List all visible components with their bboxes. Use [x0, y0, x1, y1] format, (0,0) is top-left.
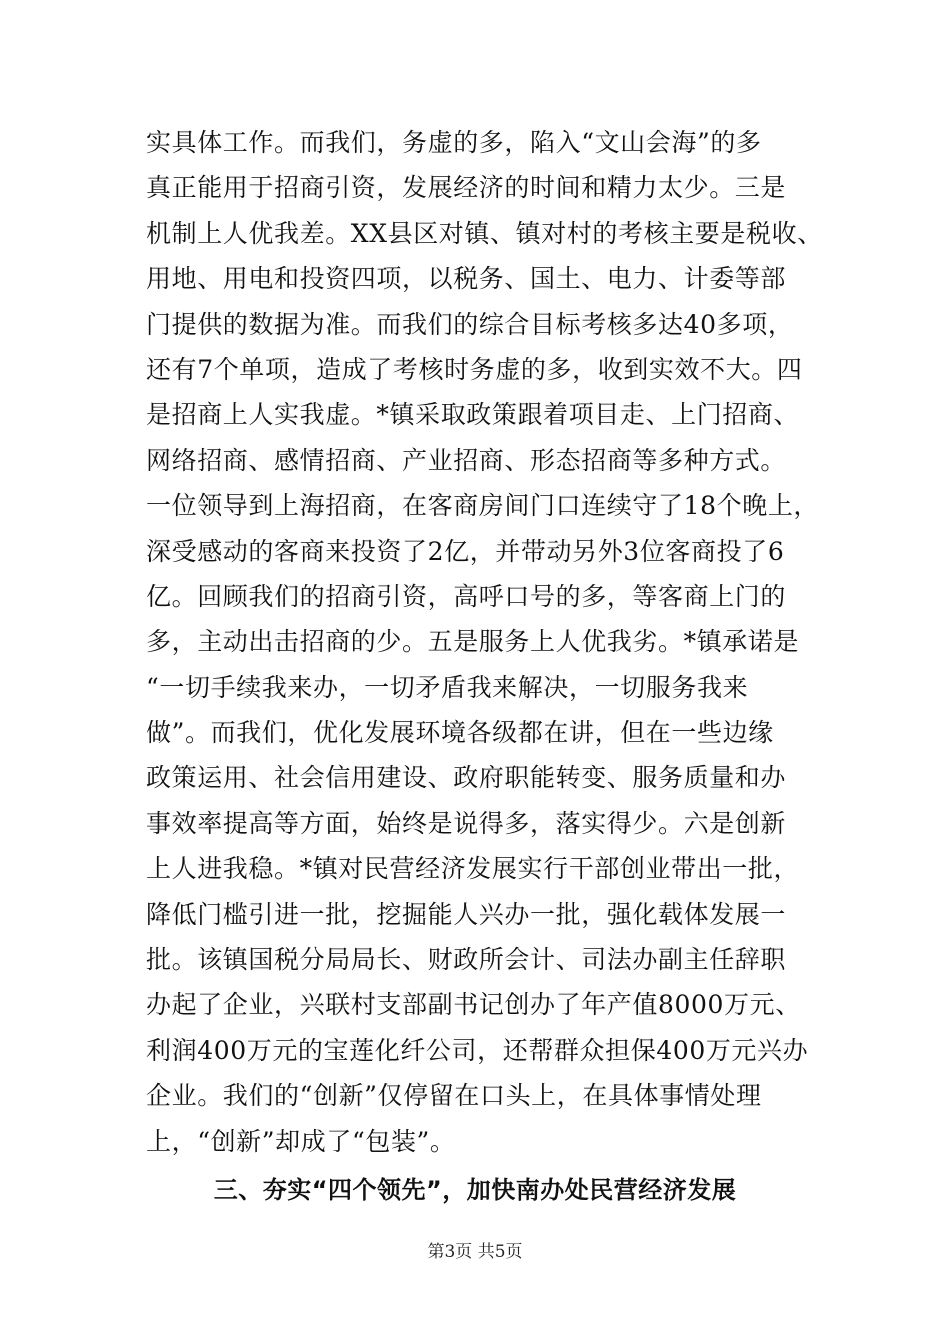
page-footer: 第3页 共5页	[427, 1242, 523, 1262]
text-line: 利润400万元的宝莲化纤公司，还帮群众担保400万元兴办	[146, 1035, 809, 1065]
text-line: 网络招商、感情招商、产业招商、形态招商等多种方式。	[146, 445, 787, 475]
section-heading: 三、夯实“四个领先”，加快南办处民营经济发展	[213, 1176, 737, 1204]
text-line: 门提供的数据为准。而我们的综合目标考核多达40多项，	[146, 309, 794, 339]
text-line: “一切手续我来办，一切矛盾我来解决，一切服务我来	[146, 672, 749, 702]
text-line: 上人进我稳。*镇对民营经济发展实行干部创业带出一批，	[146, 854, 800, 884]
text-line: 实具体工作。而我们，务虚的多，陷入“文山会海”的多	[146, 128, 762, 157]
text-line: 还有7个单项，造成了考核时务虚的多，收到实效不大。四	[146, 354, 803, 384]
text-line: 做”。而我们，优化发展环境各级都在讲，但在一些边缘	[146, 718, 774, 748]
text-line: 机制上人优我差。XX县区对镇、镇对村的考核主要是税收、	[146, 218, 823, 248]
text-line: 用地、用电和投资四项，以税务、国土、电力、计委等部	[146, 264, 787, 294]
text-line: 上，“创新”却成了“包装”。	[146, 1126, 456, 1156]
text-line: 是招商上人实我虚。*镇采取政策跟着项目走、上门招商、	[146, 400, 800, 430]
text-line: 深受感动的客商来投资了2亿，并带动另外3位客商投了6	[146, 536, 785, 566]
body-paragraph	[146, 120, 823, 1164]
text-line: 真正能用于招商引资，发展经济的时间和精力太少。三是	[146, 173, 787, 203]
text-line: 多，主动出击招商的少。五是服务上人优我劣。*镇承诺是	[146, 627, 800, 657]
text-line: 降低门槛引进一批，挖掘能人兴办一批，强化载体发展一	[146, 899, 787, 929]
text-line: 事效率提高等方面，始终是说得多，落实得少。六是创新	[146, 808, 787, 838]
text-line: 企业。我们的“创新”仅停留在口头上，在具体事情处理	[146, 1081, 762, 1111]
text-line: 一位领导到上海招商，在客商房间门口连续守了18个晚上，	[146, 491, 820, 521]
text-line: 亿。回顾我们的招商引资，高呼口号的多，等客商上门的	[146, 581, 787, 611]
text-line: 政策运用、社会信用建设、政府职能转变、服务质量和办	[146, 763, 787, 793]
text-line: 批。该镇国税分局局长、财政所会计、司法办副主任辞职	[146, 945, 787, 975]
text-line: 办起了企业，兴联村支部副书记创办了年产值8000万元、	[146, 990, 801, 1020]
